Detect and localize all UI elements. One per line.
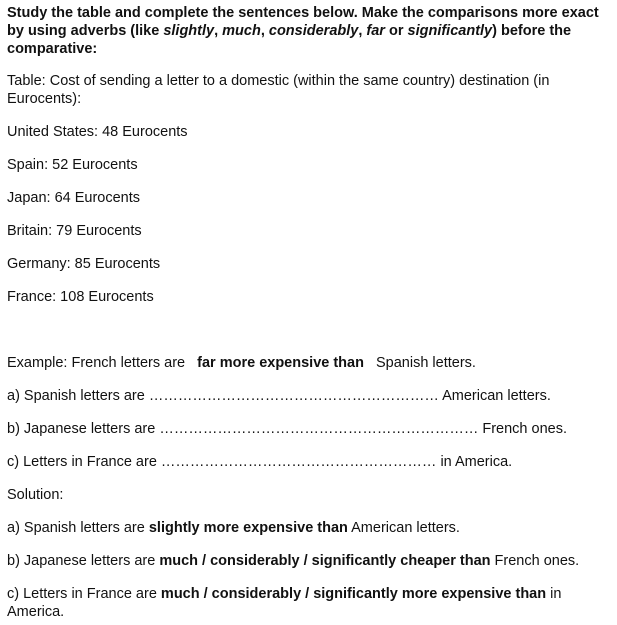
table-row-spain: Spain: 52 Eurocents (7, 157, 138, 173)
solution-a (7, 519, 611, 537)
instructions-text-2: ) before the comparative: (7, 23, 572, 57)
example-suffix: Spanish letters. (371, 355, 476, 371)
table-caption: Table: Cost of sending a letter to a domestic (within the same country) destination (in Eurocents): (7, 73, 550, 107)
exercise-c-suffix: in America. (436, 454, 513, 470)
exercise-a-prefix: a) Spanish letters are (7, 388, 149, 404)
separator: , (260, 23, 269, 39)
adverb-significantly: significantly (407, 23, 493, 39)
example-answer: far more expensive than (197, 355, 364, 371)
table-row-france: France: 108 Eurocents (7, 289, 154, 305)
exercise-c (7, 453, 611, 471)
adverb-much: much (222, 23, 261, 39)
table-row-united-states: United States: 48 Eurocents (7, 124, 188, 140)
worksheet (7, 4, 611, 621)
adverb-far: far (366, 23, 385, 39)
exercise-a (7, 387, 611, 405)
exercise-b-blank[interactable]: ………………………………………………………… (159, 421, 479, 437)
solution-b-suffix: French ones. (490, 553, 580, 569)
solution-a-prefix: a) Spanish letters are (7, 520, 149, 536)
example-prefix: Example: French letters are (7, 355, 190, 371)
table-row-germany: Germany: 85 Eurocents (7, 256, 161, 272)
exercise-a-blank[interactable]: …………………………………………………… (148, 388, 439, 404)
instructions-text-1: Study the table and complete the sentences below. Make the comparisons more exact by using adverbs (like (7, 5, 599, 39)
table-row-japan: Japan: 64 Eurocents (7, 190, 141, 206)
solution-c (7, 585, 611, 621)
exercise-c-blank[interactable]: ………………………………………………… (160, 454, 437, 470)
exercise-c-prefix: c) Letters in France are (7, 454, 161, 470)
solution-heading: Solution: (7, 487, 64, 503)
table-row-britain: Britain: 79 Eurocents (7, 223, 142, 239)
solution-c-answer: much / considerably / significantly more expensive than (160, 586, 547, 602)
solution-a-suffix: American letters. (347, 520, 460, 536)
separator: , (214, 23, 223, 39)
adverb-considerably: considerably (268, 23, 359, 39)
exercise-b-suffix: French ones. (478, 421, 568, 437)
separator: or (384, 23, 408, 39)
solution-b (7, 552, 611, 570)
solution-b-prefix: b) Japanese letters are (7, 553, 160, 569)
instructions (7, 4, 611, 58)
exercise-b-prefix: b) Japanese letters are (7, 421, 160, 437)
example-sentence (7, 354, 611, 372)
solution-c-prefix: c) Letters in France are (7, 586, 161, 602)
exercise-a-suffix: American letters. (438, 388, 551, 404)
separator: , (358, 23, 367, 39)
exercise-b (7, 420, 611, 438)
solution-a-answer: slightly more expensive than (148, 520, 348, 536)
solution-c-suffix: in America. (7, 586, 562, 620)
adverb-slightly: slightly (163, 23, 215, 39)
solution-b-answer: much / considerably / significantly cheaper than (159, 553, 491, 569)
